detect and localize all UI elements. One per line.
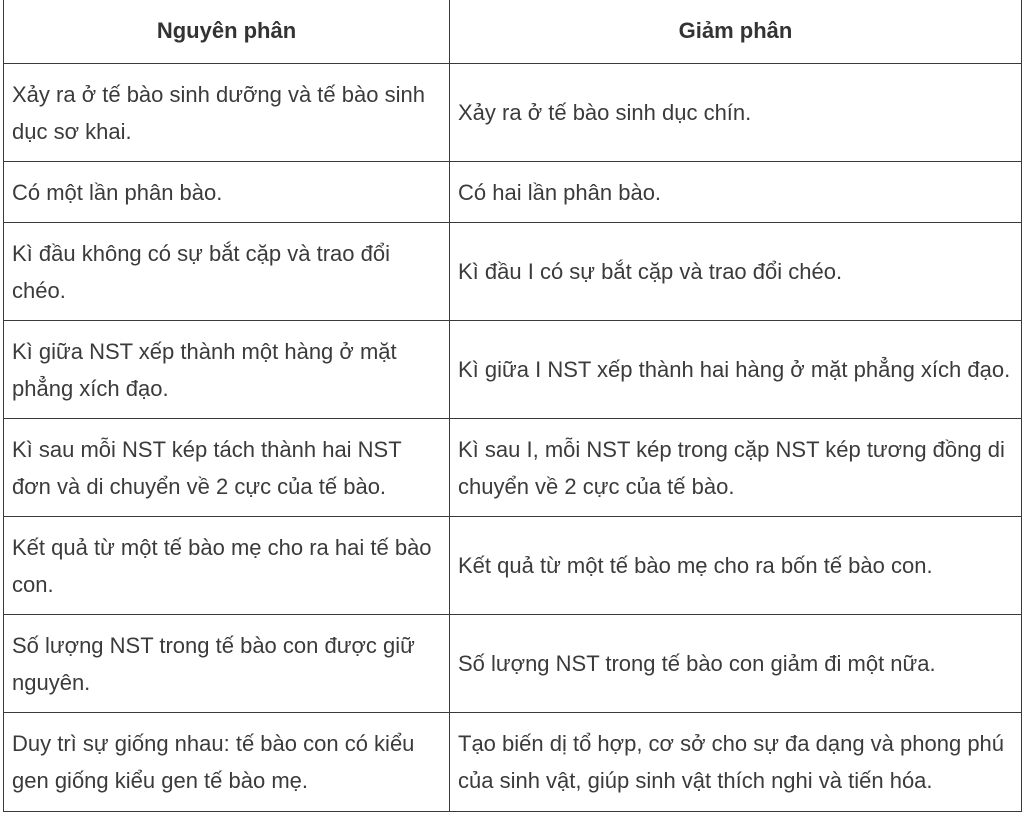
header-meiosis: Giảm phân bbox=[450, 0, 1022, 64]
table-row bbox=[4, 713, 1022, 812]
header-row bbox=[4, 0, 1022, 64]
cell-mitosis: Số lượng NST trong tế bào con được giữ nguyên. bbox=[4, 615, 450, 713]
cell-meiosis: Số lượng NST trong tế bào con giảm đi một nữa. bbox=[450, 615, 1022, 713]
cell-mitosis: Kì sau mỗi NST kép tách thành hai NST đơn và di chuyển về 2 cực của tế bào. bbox=[4, 419, 450, 517]
table-row bbox=[4, 419, 1022, 517]
table-row bbox=[4, 223, 1022, 321]
cell-mitosis: Xảy ra ở tế bào sinh dưỡng và tế bào sinh dục sơ khai. bbox=[4, 64, 450, 162]
cell-meiosis: Kì đầu I có sự bắt cặp và trao đổi chéo. bbox=[450, 223, 1022, 321]
table-row bbox=[4, 517, 1022, 615]
cell-meiosis: Xảy ra ở tế bào sinh dục chín. bbox=[450, 64, 1022, 162]
cell-meiosis: Kì sau I, mỗi NST kép trong cặp NST kép tương đồng di chuyển về 2 cực của tế bào. bbox=[450, 419, 1022, 517]
table-row bbox=[4, 615, 1022, 713]
cell-meiosis: Tạo biến dị tổ hợp, cơ sở cho sự đa dạng và phong phú của sinh vật, giúp sinh vật thích nghi và tiến hóa. bbox=[450, 713, 1022, 812]
table-row bbox=[4, 321, 1022, 419]
cell-mitosis: Kì đầu không có sự bắt cặp và trao đổi chéo. bbox=[4, 223, 450, 321]
cell-meiosis: Kì giữa I NST xếp thành hai hàng ở mặt phẳng xích đạo. bbox=[450, 321, 1022, 419]
cell-mitosis: Duy trì sự giống nhau: tế bào con có kiểu gen giống kiểu gen tế bào mẹ. bbox=[4, 713, 450, 812]
comparison-table bbox=[3, 0, 1022, 812]
cell-meiosis: Có hai lần phân bào. bbox=[450, 162, 1022, 223]
cell-mitosis: Kết quả từ một tế bào mẹ cho ra hai tế bào con. bbox=[4, 517, 450, 615]
table-row bbox=[4, 162, 1022, 223]
table-row bbox=[4, 64, 1022, 162]
header-mitosis: Nguyên phân bbox=[4, 0, 450, 64]
cell-meiosis: Kết quả từ một tế bào mẹ cho ra bốn tế bào con. bbox=[450, 517, 1022, 615]
cell-mitosis: Có một lần phân bào. bbox=[4, 162, 450, 223]
cell-mitosis: Kì giữa NST xếp thành một hàng ở mặt phẳng xích đạo. bbox=[4, 321, 450, 419]
